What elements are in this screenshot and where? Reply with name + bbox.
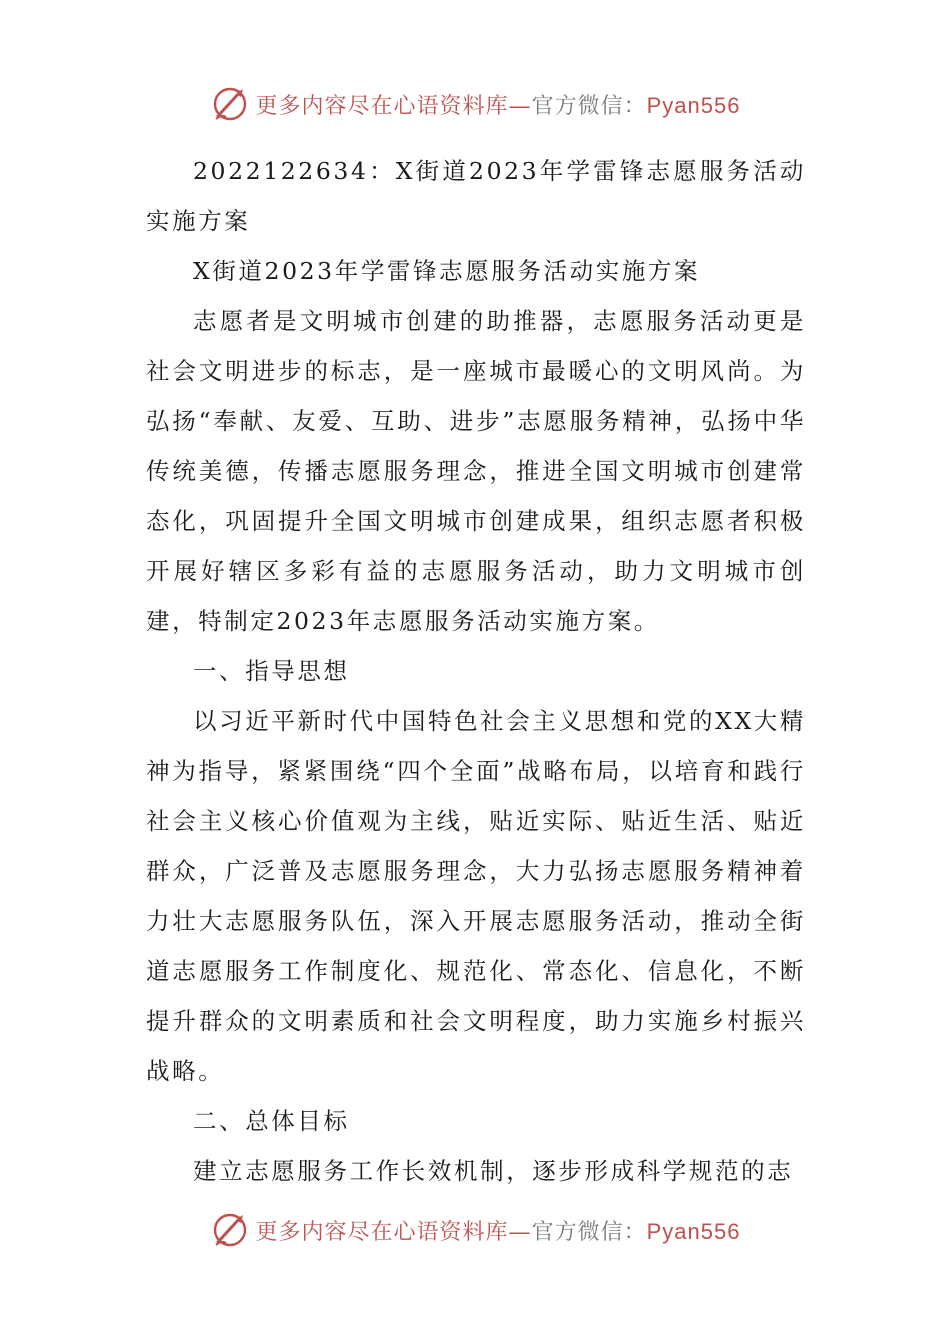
header-wechat-id: Pyan556 [646,92,741,118]
section-1-heading: 一、指导思想 [193,657,350,685]
footer-wechat-label: 官方微信： [531,1219,647,1245]
footer-watermark [0,1210,950,1250]
footer-wechat-id: Pyan556 [646,1218,741,1244]
footer-brand-text: 更多内容尽在心语资料库— [255,1219,532,1245]
pen-logo-icon [210,84,250,124]
document-title: 2022122634：X街道2023年学雷锋志愿服务活动实施方案 [146,157,806,235]
header-wechat-label: 官方微信： [531,93,647,119]
section-2-paragraph: 建立志愿服务工作长效机制，逐步形成科学规范的志 [193,1157,794,1185]
section-1-paragraph: 以习近平新时代中国特色社会主义思想和党的XX大精神为指导，紧紧围绕“四个全面”战略布局，以培育和践行社会主义核心价值观为主线，贴近实际、贴近生活、贴近群众，广泛普及志愿服务理念，大力弘扬志愿服务精神着力壮大志愿服务队伍，深入开展志愿服务活动，推动全街道志愿服务工作制度化、规范化、常态化、信息化，不断提升群众的文明素质和社会文明程度，助力实施乡村振兴战略。 [146,707,806,1085]
footer-watermark-text [256,1215,741,1246]
intro-paragraph: 志愿者是文明城市创建的助推器，志愿服务活动更是社会文明进步的标志，是一座城市最暖心的文明风尚。为弘扬“奉献、友爱、互助、进步”志愿服务精神，弘扬中华传统美德，传播志愿服务理念，推进全国文明城市创建常态化，巩固提升全国文明城市创建成果，组织志愿者积极开展好辖区多彩有益的志愿服务活动，助力文明城市创建，特制定2023年志愿服务活动实施方案。 [146,307,806,635]
document-body [146,146,806,1196]
header-watermark [0,84,950,124]
section-2-heading: 二、总体目标 [193,1107,350,1135]
document-subtitle: X街道2023年学雷锋志愿服务活动实施方案 [193,257,701,285]
header-brand-text: 更多内容尽在心语资料库— [255,93,532,119]
header-watermark-text [256,89,741,120]
pen-logo-icon [210,1210,250,1250]
